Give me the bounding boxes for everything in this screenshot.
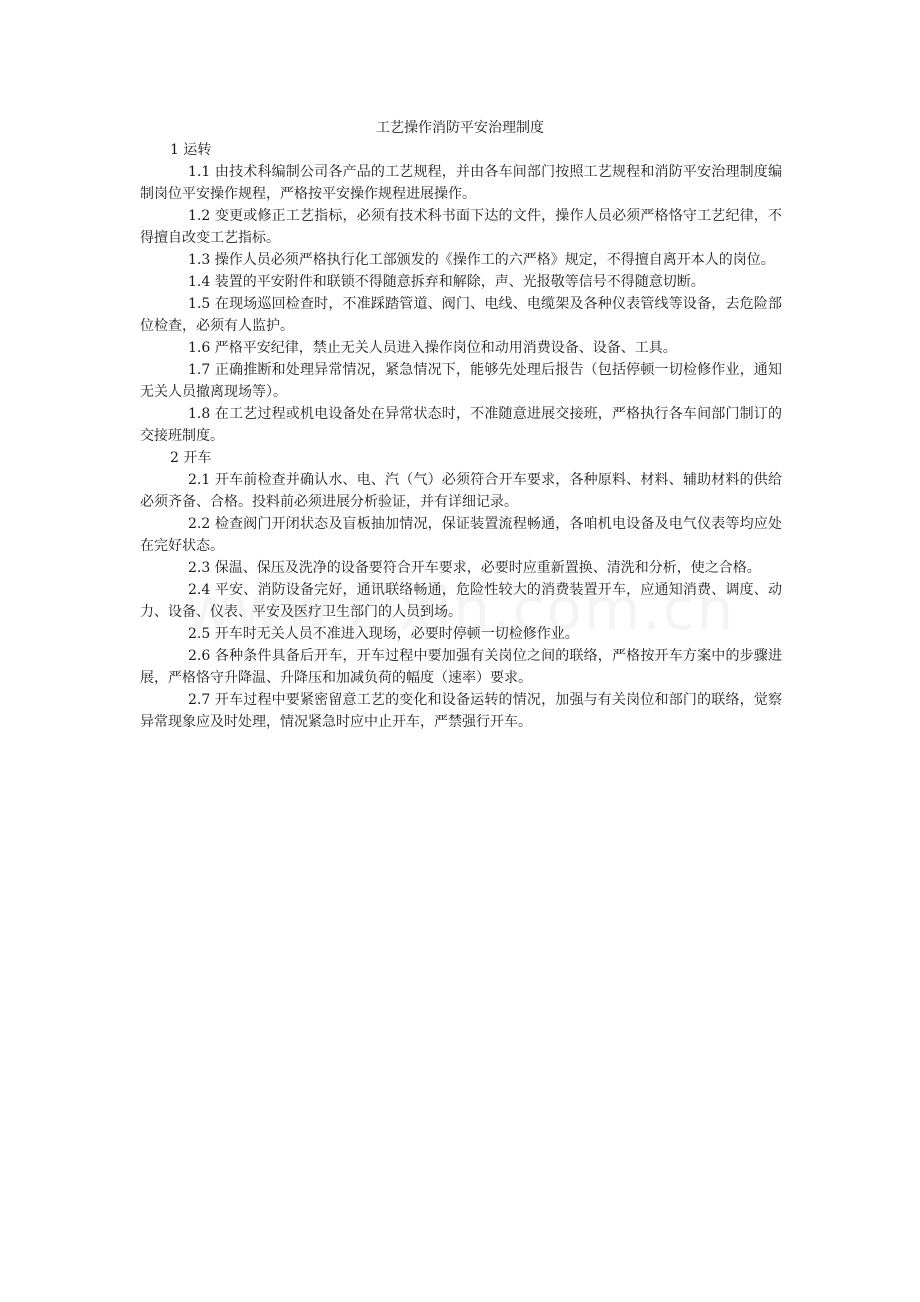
paragraph-1-7: 1.7 正确推断和处理异常情况，紧急情况下，能够先处理后报告（包括停顿一切检修作业，通知无关人员撤离现场等）。	[140, 362, 782, 400]
paragraph-2-3: 2.3 保温、保压及洗净的设备要符合开车要求，必要时应重新置换、清洗和分析，使之合格。	[188, 560, 761, 576]
paragraph-2-4: 2.4 平安、消防设备完好，通讯联络畅通，危险性较大的消费装置开车，应通知消费、调度、动力、设备、仪表、平安及医疗卫生部门的人员到场。	[140, 582, 782, 620]
paragraph-1-2: 1.2 变更或修正工艺指标，必须有技术科书面下达的文件，操作人员必须严格恪守工艺纪律，不得擅自改变工艺指标。	[140, 208, 782, 246]
paragraph-1-6: 1.6 严格平安纪律，禁止无关人员进入操作岗位和动用消费设备、设备、工具。	[188, 340, 677, 356]
paragraph-1-1: 1.1 由技术科编制公司各产品的工艺规程，并由各车间部门按照工艺规程和消防平安治理制度编制岗位平安操作规程，严格按平安操作规程进展操作。	[140, 164, 782, 202]
document-body	[140, 139, 782, 733]
paragraph-2-5: 2.5 开车时无关人员不准进入现场，必要时停顿一切检修作业。	[188, 626, 579, 642]
paragraph-1-8: 1.8 在工艺过程或机电设备处在异常状态时，不准随意进展交接班，严格执行各车间部门制订的交接班制度。	[140, 406, 782, 444]
paragraph-1-4: 1.4 装置的平安附件和联锁不得随意拆弃和解除，声、光报敬等信号不得随意切断。	[188, 274, 705, 290]
paragraph-2-2: 2.2 检查阀门开闭状态及盲板抽加情况，保证装置流程畅通，各咱机电设备及电气仪表等均应处在完好状态。	[140, 516, 782, 554]
section-heading-2: 2 开车	[170, 450, 212, 466]
document-title: 工艺操作消防平安治理制度	[376, 120, 544, 136]
section-heading-1: 1 运转	[170, 142, 212, 158]
paragraph-2-7: 2.7 开车过程中要紧密留意工艺的变化和设备运转的情况，加强与有关岗位和部门的联络，觉察异常现象应及时处理，情况紧急时应中止开车，严禁强行开车。	[140, 692, 782, 730]
paragraph-1-3: 1.3 操作人员必须严格执行化工部颁发的《操作工的六严格》规定，不得擅自离开本人的岗位。	[188, 252, 775, 268]
paragraph-1-5: 1.5 在现场巡回检查时，不准踩踏管道、阀门、电线、电缆架及各种仪表管线等设备，去危险部位检查，必须有人监护。	[140, 296, 782, 334]
paragraph-2-1: 2.1 开车前检查并确认水、电、汽（气）必须符合开车要求，各种原料、材料、辅助材料的供给必须齐备、合格。投料前必须进展分析验证，并有详细记录。	[140, 472, 782, 510]
paragraph-2-6: 2.6 各种条件具备后开车，开车过程中要加强有关岗位之间的联络，严格按开车方案中的步骤进展，严格恪守升降温、升降压和加减负荷的幅度（速率）要求。	[140, 648, 782, 686]
